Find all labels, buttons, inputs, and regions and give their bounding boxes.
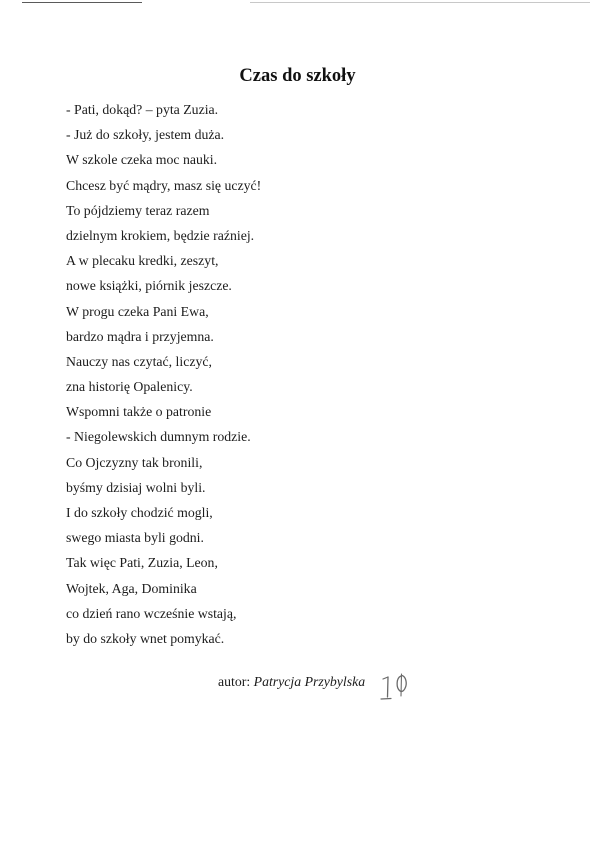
author-label: autor: bbox=[218, 674, 251, 689]
author-name: Patrycja Przybylska bbox=[253, 674, 366, 689]
poem-line: Nauczy nas czytać, liczyć, bbox=[66, 353, 212, 369]
handwritten-grade-mark bbox=[377, 670, 417, 706]
author-credit bbox=[218, 674, 365, 690]
poem-line: Chcesz być mądry, masz się uczyć! bbox=[66, 177, 262, 193]
poem-line: dzielnym krokiem, będzie raźniej. bbox=[66, 227, 255, 243]
poem-line: nowe książki, piórnik jeszcze. bbox=[66, 278, 232, 294]
poem-line: swego miasta byli godni. bbox=[66, 530, 204, 546]
poem-line: Wojtek, Aga, Dominika bbox=[66, 580, 197, 596]
poem-line: Wspomni także o patronie bbox=[66, 404, 212, 420]
poem-line: Co Ojczyzny tak bronili, bbox=[66, 454, 203, 470]
scan-edge-line bbox=[22, 2, 142, 3]
poem-line: - Pati, dokąd? – pyta Zuzia. bbox=[66, 102, 219, 117]
poem-line: I do szkoły chodzić mogli, bbox=[66, 505, 213, 520]
poem-line: - Niegolewskich dumnym rodzie. bbox=[66, 429, 251, 445]
poem-line: To pójdziemy teraz razem bbox=[66, 202, 210, 218]
poem-line: byśmy dzisiaj wolni byli. bbox=[66, 479, 206, 495]
poem-line: W progu czeka Pani Ewa, bbox=[66, 303, 209, 319]
poem-body bbox=[66, 97, 261, 651]
poem-line: zna historię Opalenicy. bbox=[66, 379, 193, 395]
poem-line: A w plecaku kredki, zeszyt, bbox=[66, 253, 219, 269]
poem-line: bardzo mądra i przyjemna. bbox=[66, 328, 214, 344]
poem-line: W szkole czeka moc nauki. bbox=[66, 152, 218, 168]
poem-line: Tak więc Pati, Zuzia, Leon, bbox=[66, 555, 218, 571]
poem-line: co dzień rano wcześnie wstają, bbox=[66, 605, 237, 621]
scan-edge-line bbox=[250, 2, 590, 3]
poem-title: Czas do szkoły bbox=[239, 66, 356, 86]
poem-line: - Już do szkoły, jestem duża. bbox=[66, 127, 225, 143]
poem-line: by do szkoły wnet pomykać. bbox=[66, 630, 225, 646]
